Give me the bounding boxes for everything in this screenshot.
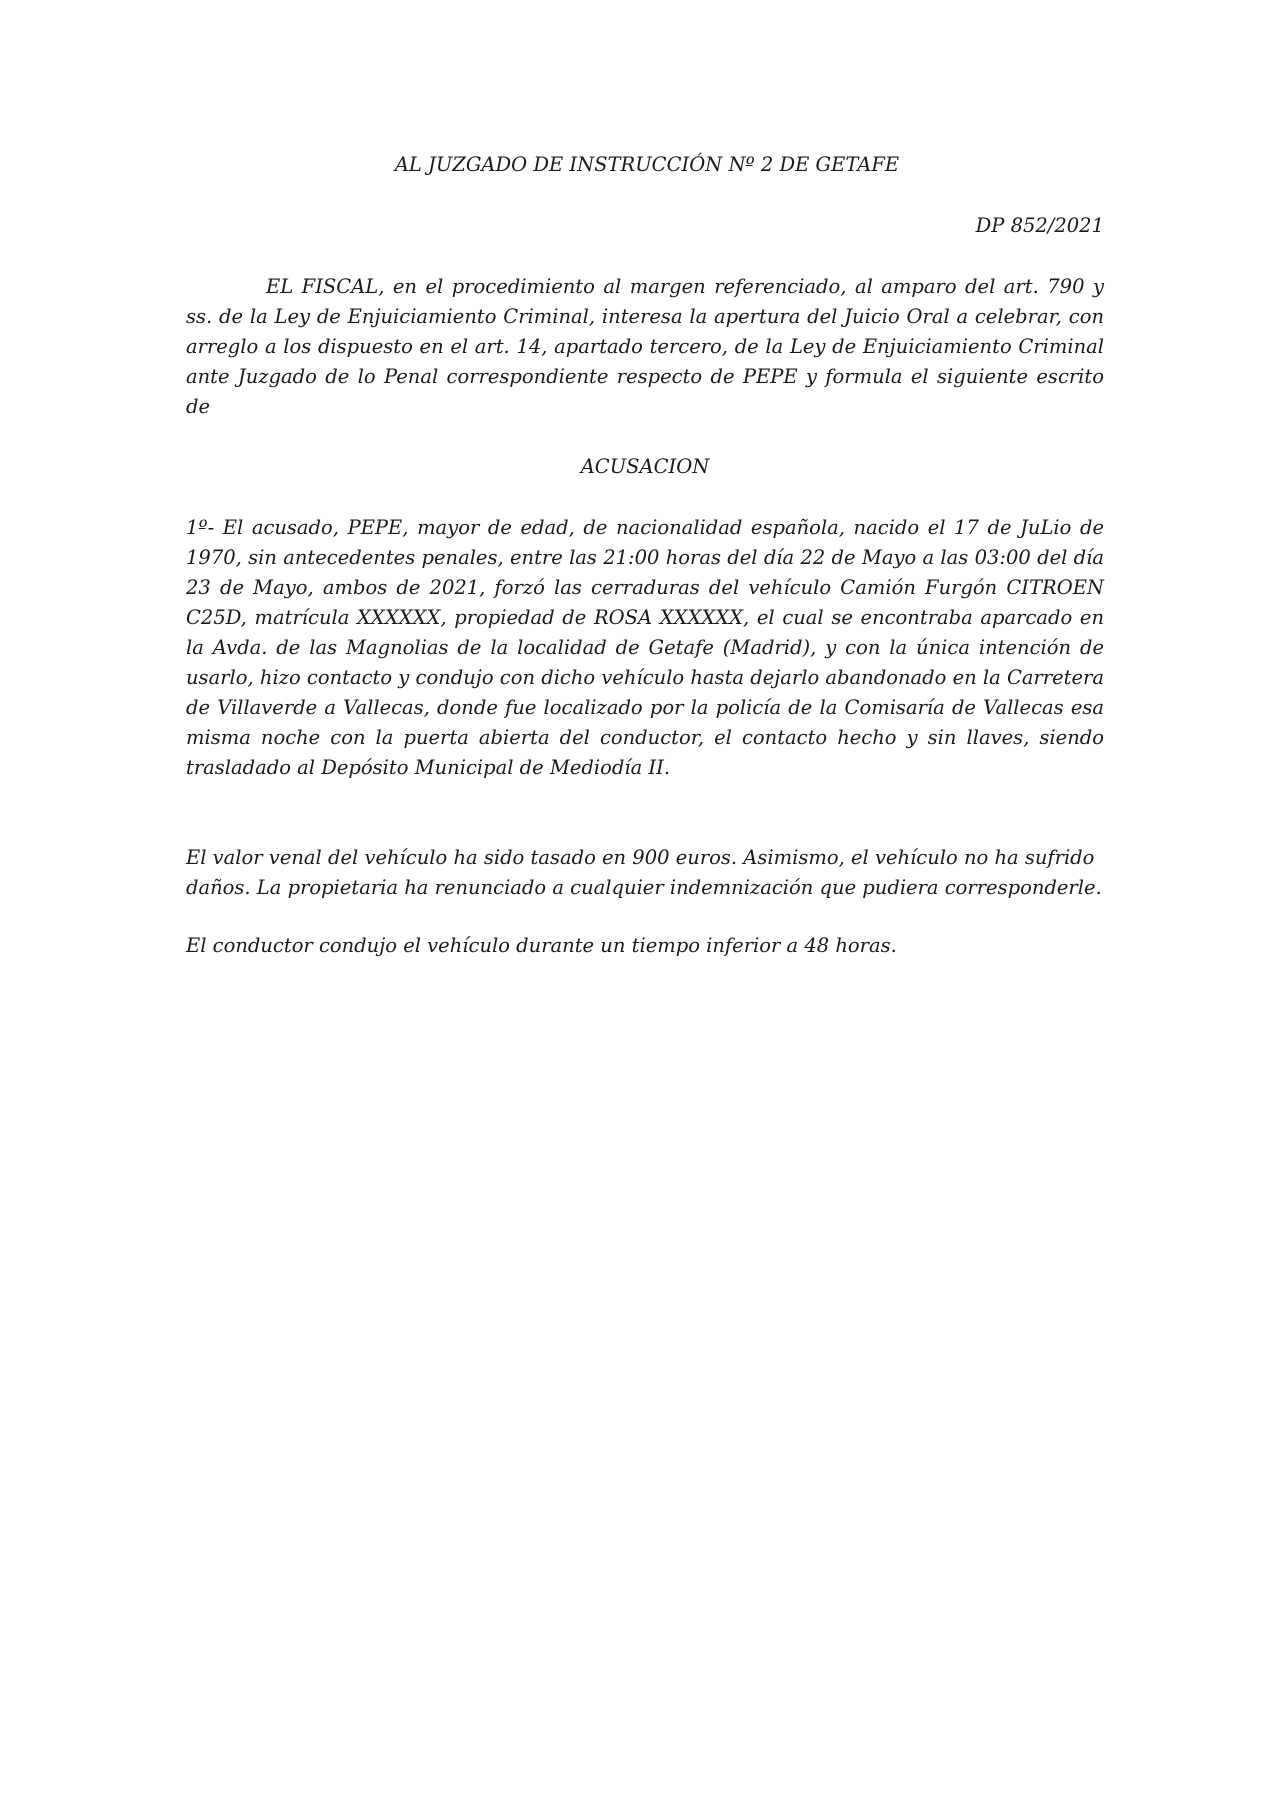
facts-paragraph: 1º- El acusado, PEPE, mayor de edad, de nacionalidad española, nacido el 17 de JuLio de 1970, sin antecedentes penales, entre las 21:00 horas del día 22 de Mayo a las 03:00 del día 23 de Mayo, ambos de 2021, forzó las cerraduras del vehículo Camión Furgón CITROEN C25D, matrícula XXXXXX, propiedad de ROSA XXXXXX, el cual se encontraba aparcado en la Avda. de las Magnolias de la localidad de Getafe (Madrid), y con la única intención de usarlo, hizo contacto y condujo con dicho vehículo hasta dejarlo abandonado en la Carretera de Villaverde a Vallecas, donde fue localizado por la policía de la Comisaría de Vallecas esa misma noche con la puerta abierta del conductor, el contacto hecho y sin llaves, siendo trasladado al Depósito Municipal de Mediodía II. <box>186 516 1104 779</box>
document-body <box>186 150 1104 961</box>
section-title: ACUSACION <box>580 455 710 478</box>
intro-paragraph: EL FISCAL, en el procedimiento al margen referenciado, al amparo del art. 790 y ss. de la Ley de Enjuiciamiento Criminal, interesa la apertura del Juicio Oral a celebrar, con arreglo a los dispuesto en el art. 14, apartado tercero, de la Ley de Enjuiciamiento Criminal ante Juzgado de lo Penal correspondiente respecto de PEPE y formula el siguiente escrito de <box>186 275 1104 418</box>
court-heading: AL JUZGADO DE INSTRUCCIÓN Nº 2 DE GETAFE <box>394 153 900 176</box>
duration-paragraph: El conductor condujo el vehículo durante un tiempo inferior a 48 horas. <box>186 934 897 957</box>
case-reference: DP 852/2021 <box>975 214 1104 237</box>
valuation-paragraph: El valor venal del vehículo ha sido tasado en 900 euros. Asimismo, el vehículo no ha sufrido daños. La propietaria ha renunciado a cualquier indemnización que pudiera corresponderle. <box>186 846 1102 899</box>
